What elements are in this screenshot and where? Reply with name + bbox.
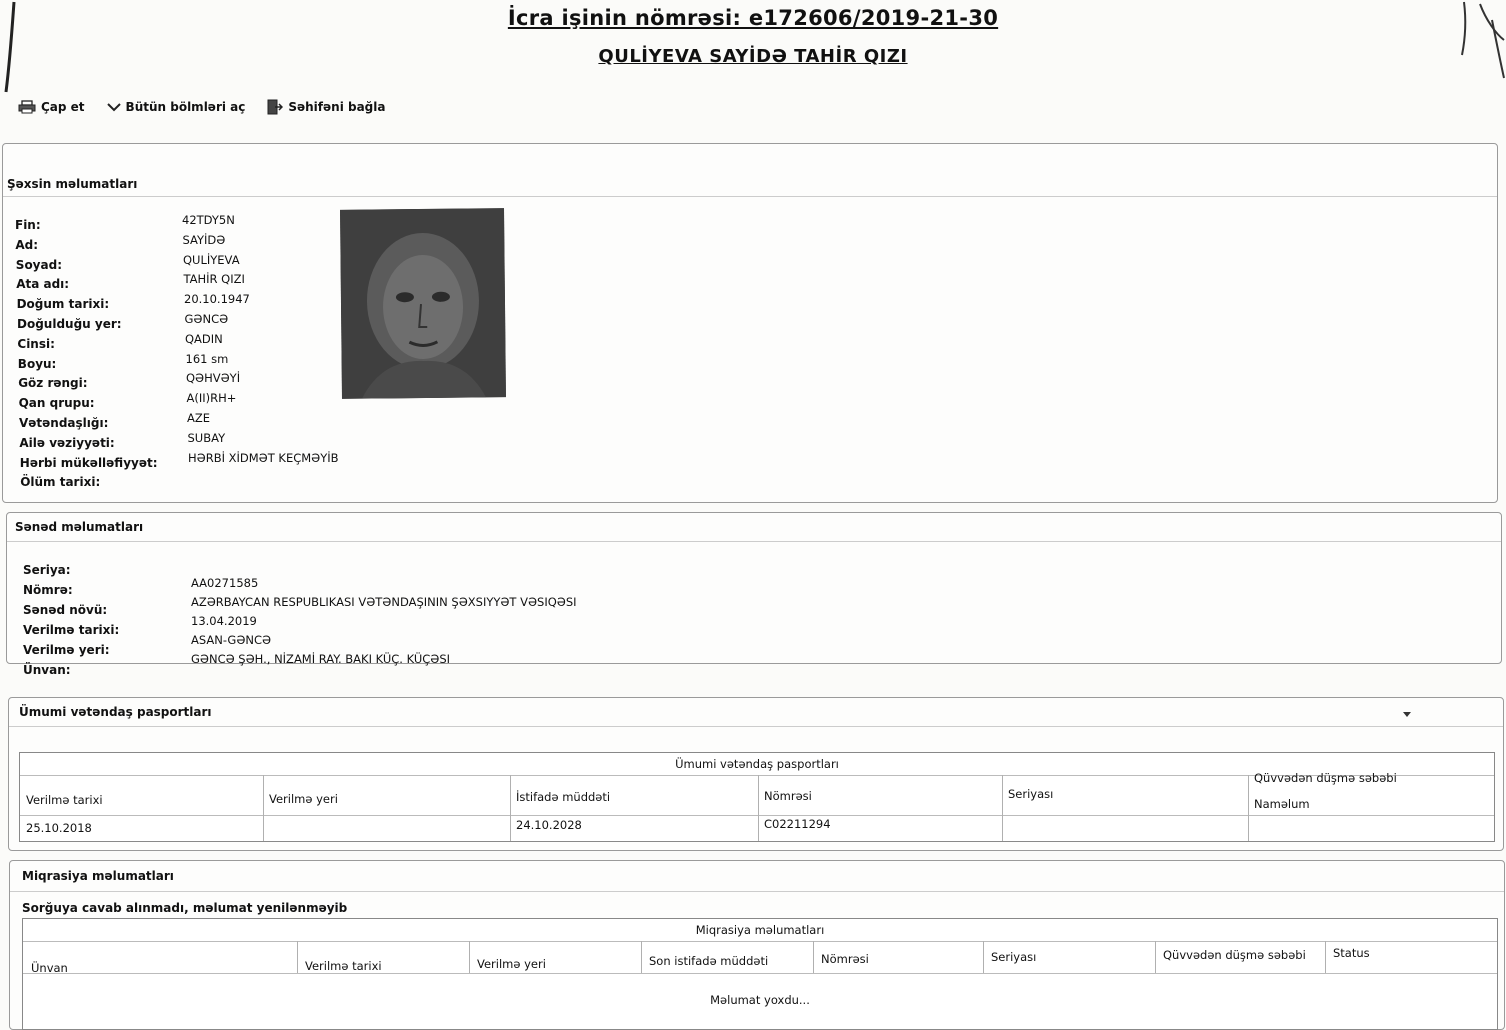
collapse-arrow-icon[interactable]	[1403, 712, 1411, 718]
column-header: Verilmə yeri	[269, 791, 338, 806]
field-value: 20.10.1947	[184, 292, 250, 307]
portrait-photo	[340, 208, 506, 399]
migration-title: Miqrasiya məlumatları	[22, 869, 174, 883]
field-label: Sənəd növü:	[23, 603, 108, 617]
expand-all-button[interactable]	[107, 99, 246, 115]
field-label: Ad:	[15, 237, 39, 252]
chevron-down-icon	[107, 102, 121, 112]
column-header: Verilmə tarixi	[26, 793, 103, 807]
close-page-label: Səhifəni bağla	[288, 100, 386, 114]
field-value: AA0271585	[191, 576, 259, 590]
field-value: AZE	[187, 411, 211, 425]
field-label: Nömrə:	[23, 583, 73, 597]
field-label: Doğulduğu yer:	[17, 317, 122, 331]
field-label: Ailə vəziyyəti:	[19, 435, 115, 450]
print-button[interactable]	[18, 99, 85, 115]
migration-empty-text: Məlumat yoxdu...	[710, 993, 810, 1007]
field-value: QƏHVƏYİ	[186, 371, 241, 386]
case-number-title: İcra işinin nömrəsi: e172606/2019-21-30	[507, 6, 999, 30]
field-label: Qan qrupu:	[18, 396, 95, 411]
field-label: Soyad:	[15, 257, 62, 272]
close-page-button[interactable]	[267, 99, 385, 115]
passports-table	[19, 752, 1495, 842]
column-header: Verilmə tarixi	[305, 958, 382, 973]
passports-title: Ümumi vətəndaş pasportları	[19, 705, 212, 719]
field-label: Fin:	[15, 218, 41, 232]
print-label: Çap et	[41, 100, 85, 114]
column-header: Nömrəsi	[764, 788, 812, 803]
field-value: AZƏRBAYCAN RESPUBLIKASI VƏTƏNDAŞININ ŞƏXSIYYƏT VƏSIQƏSI	[191, 595, 577, 609]
field-label: Ata adı:	[16, 277, 70, 292]
field-value: HƏRBİ XİDMƏT KEÇMƏYİB	[188, 450, 339, 465]
field-label: Ölüm tarixi:	[20, 475, 101, 490]
field-label: Doğum tarixi:	[16, 297, 110, 312]
column-header: Ünvan	[31, 961, 68, 975]
column-header: Seriyası	[991, 950, 1037, 964]
field-label: Seriya:	[23, 563, 71, 577]
field-label: Verilmə yeri:	[23, 643, 110, 657]
field-value: SUBAY	[187, 430, 226, 445]
migration-table-caption: Miqrasiya məlumatları	[695, 923, 825, 937]
table-cell: C02211294	[764, 816, 831, 831]
migration-table	[22, 918, 1498, 1030]
field-value: GƏNCƏ	[184, 312, 229, 326]
expand-all-label: Bütün bölmləri aç	[125, 100, 246, 114]
field-value: QULİYEVA	[183, 252, 240, 267]
field-label: Ünvan:	[23, 663, 71, 677]
toolbar	[18, 99, 385, 115]
field-label: Vətəndaşlığı:	[19, 416, 109, 430]
field-value: TAHİR QIZI	[183, 272, 245, 287]
column-header: İstifadə müddəti	[516, 790, 611, 804]
field-value: 161 sm	[185, 351, 229, 366]
document-info-title: Sənəd məlumatları	[15, 520, 144, 534]
person-name-title: QULİYEVA SAYİDƏ TAHİR QIZI	[598, 46, 908, 67]
field-label: Göz rəngi:	[18, 376, 88, 391]
field-label: Boyu:	[17, 356, 57, 371]
printer-icon	[18, 100, 36, 114]
column-header: Qüvvədən düşmə səbəbi	[1254, 771, 1397, 785]
migration-notice: Sorğuya cavab alınmadı, məlumat yenilənməyib	[22, 901, 348, 915]
column-header: Son istifadə müddəti	[649, 954, 769, 969]
field-value: 42TDY5N	[182, 213, 235, 227]
document-info-panel	[6, 512, 1502, 677]
table-cell: 24.10.2028	[516, 818, 582, 832]
table-cell: 25.10.2018	[26, 821, 92, 835]
field-value: A(II)RH+	[186, 391, 237, 406]
column-header: Nömrəsi	[821, 952, 869, 967]
table-cell: Naməlum	[1254, 797, 1310, 811]
person-photo	[340, 208, 506, 399]
passports-table-caption: Ümumi vətəndaş pasportları	[675, 757, 839, 771]
column-header: Verilmə yeri	[477, 956, 546, 971]
field-value: QADIN	[185, 331, 223, 346]
field-value: GƏNCƏ ŞƏH., NİZAMİ RAY. BAKI KÜÇ. KÜÇƏSI	[191, 652, 451, 666]
field-value: 13.04.2019	[191, 614, 257, 628]
field-label: Cinsi:	[17, 336, 55, 351]
field-value: ASAN-GƏNCƏ	[191, 633, 272, 647]
column-header: Status	[1333, 945, 1370, 960]
field-label: Hərbi mükəlləfiyyət:	[19, 455, 158, 470]
personal-info-panel	[2, 143, 1498, 503]
field-label: Verilmə tarixi:	[23, 623, 120, 637]
exit-door-icon	[267, 99, 283, 115]
column-header: Seriyası	[1008, 787, 1054, 801]
field-value: SAYİDƏ	[182, 232, 226, 247]
personal-info-title: Şəxsin məlumatları	[7, 177, 138, 191]
column-header: Qüvvədən düşmə səbəbi	[1163, 947, 1306, 962]
